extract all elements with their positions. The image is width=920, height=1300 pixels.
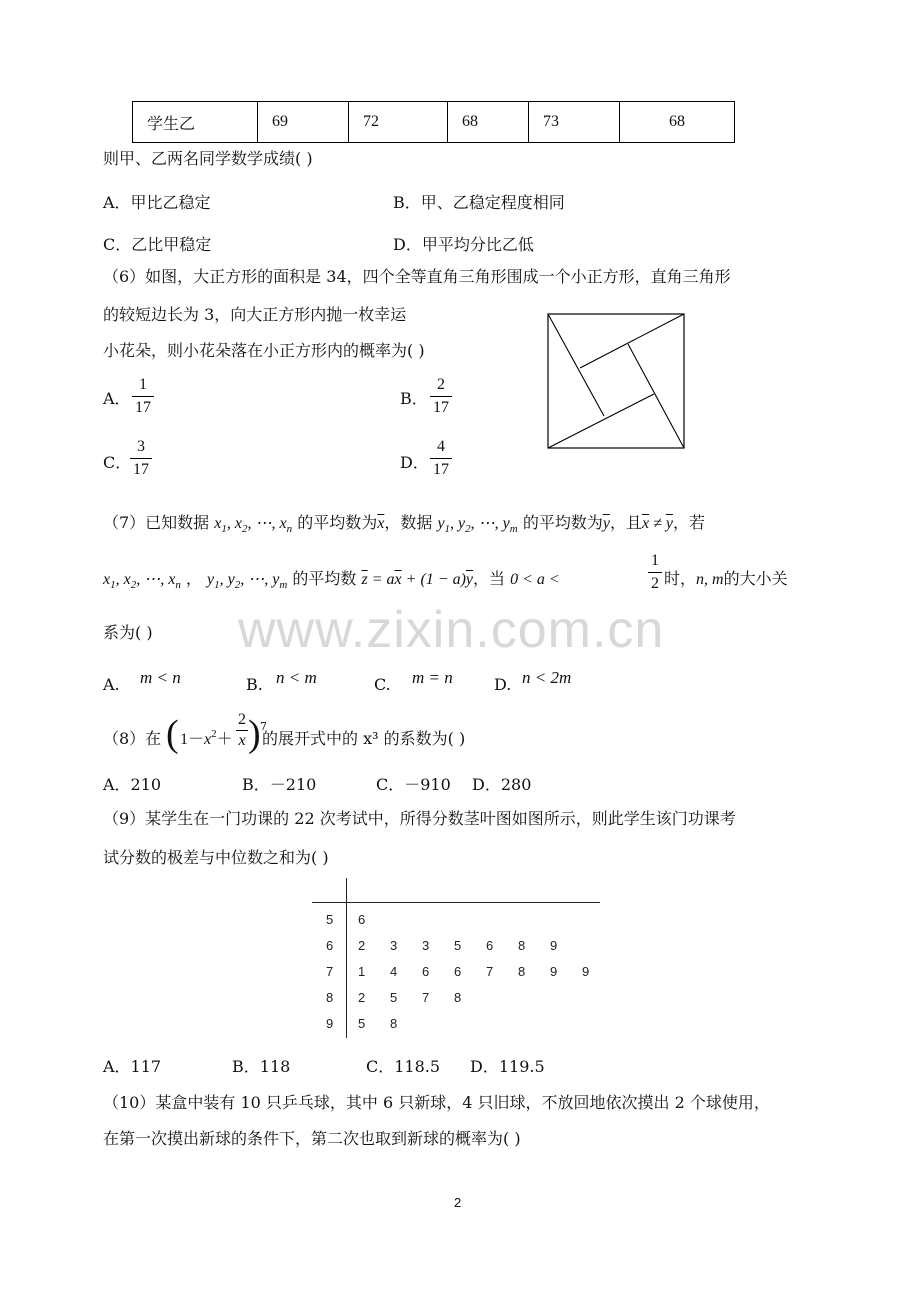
stem-leaf-row [312,964,602,984]
q7-line2-end: 时，n, m的大小关 [664,569,788,588]
q6-line1: （6）如图，大正方形的面积是 34，四个全等直角三角形围成一个小正方形，直角三角形 [103,267,731,286]
q6-option-d-fraction [430,436,452,481]
page-number: 2 [454,1195,462,1210]
q8-option-a: A．210 [103,775,162,794]
leaf-value: 8 [454,990,462,1005]
q7-option-b-label: B. [246,675,263,694]
q9-option-d: D．119.5 [470,1057,545,1076]
stem-value: 9 [326,1016,334,1031]
leaf-value: 1 [358,964,366,979]
pinwheel-square-figure [546,312,688,450]
q7-line2: $x_1$, $x_2$, ⋯, $x_n$ ， $y_1$, $y_2$, ⋯, $y_m$ 的平均数 $\overline{z} = a\overline{x} + (1 - a)\overline{y}$，当 0 < a < [103,569,560,591]
q5-option-d: D．甲平均分比乙低 [393,235,534,254]
leaf-value: 9 [550,938,558,953]
table-cell: 72 [349,102,448,143]
q8-option-b: B．－210 [242,775,317,794]
leaf-value: 5 [390,990,398,1005]
q7-option-c-label: C. [374,675,391,694]
q9-line1: （9）某学生在一门功课的 22 次考试中，所得分数茎叶图如图所示，则此学生该门功课考 [103,809,736,828]
math-z-formula: $\overline{z} = a\overline{x} + (1 - a)\overline{y}$ [361,571,473,588]
q6-option-a-fraction [132,374,154,419]
q10-line1: （10）某盒中装有 10 只乒乓球，其中 6 只新球，4 只旧球，不放回地依次摸出 2 个球使用， [103,1093,770,1112]
stem-value: 5 [326,912,334,927]
stem-leaf-row [312,1016,602,1036]
score-table [132,101,735,143]
fraction-numerator: 4 [437,438,445,455]
q7-option-d-label: D. [494,675,512,694]
leaf-value: 5 [454,938,462,953]
q9-line2: 试分数的极差与中位数之和为( ) [103,848,329,867]
q5-option-c: C．乙比甲稳定 [103,235,212,254]
math-inequality: $\overline{x} \ne \overline{y}$ [641,515,673,532]
q8-option-d: D．280 [472,775,532,794]
leaf-value: 6 [454,964,462,979]
q6-option-b-label: B． [400,389,428,408]
q6-option-a-label: A． [103,389,131,408]
fraction-numerator: 2 [437,376,445,393]
q9-option-a: A．117 [103,1057,162,1076]
stem-leaf-row [312,938,602,958]
math-n-m: n, m [696,571,724,588]
q5-option-b: B．甲、乙稳定程度相同 [393,193,565,212]
leaf-value: 6 [358,912,366,927]
math-y-bar: $\overline{y}$ [602,515,610,532]
leaf-value: 6 [422,964,430,979]
watermark: www.zixin.com.cn [238,601,665,659]
math-x-bar: $\overline{x}$ [377,515,385,532]
math-a-range: 0 < a < [510,571,560,588]
leaf-value: 2 [358,990,366,1005]
table-cell: 69 [258,102,349,143]
q10-line2: 在第一次摸出新球的条件下，第二次也取到新球的概率为( ) [103,1129,521,1148]
fraction-denominator: 17 [433,461,449,478]
leaf-value: 5 [358,1016,366,1031]
q7-line1: （7）已知数据 $x_1$, $x_2$, ⋯, $x_n$ 的平均数为$\overline{x}$，数据 $y_1$, $y_2$, ⋯, $y_m$ 的平均数为$\overline{y}$，且$\overline{x} \ne \overline{y}$，若 [103,513,705,535]
table-cell: 68 [620,102,735,143]
stem-value: 8 [326,990,334,1005]
leaf-value: 3 [390,938,398,953]
leaf-value: 7 [422,990,430,1005]
leaf-value: 3 [422,938,430,953]
table-row [133,102,735,143]
q9-option-c: C．118.5 [366,1057,441,1076]
leaf-value: 8 [390,1016,398,1031]
stem-value: 6 [326,938,334,953]
fraction-denominator: 17 [135,399,151,416]
math-x-sequence: $x_1$, $x_2$, ⋯, $x_n$ [103,571,181,591]
fraction-denominator: 17 [433,399,449,416]
leaf-value: 7 [486,964,494,979]
stem-leaf-row [312,990,602,1010]
q6-line3: 小花朵，则小花朵落在小正方形内的概率为( ) [103,341,425,360]
q7-option-c: m = n [412,668,453,687]
q7-option-a-label: A. [103,675,120,694]
q8-prefix: （8）在 [103,729,162,748]
math-y-sequence: $y_1$, $y_2$, ⋯, $y_m$ [207,571,288,591]
stem-value: 7 [326,964,334,979]
stem-leaf-plot [312,878,602,1038]
math-half-fraction: 1 2 [648,550,662,595]
q6-option-b-fraction [430,374,452,419]
leaf-value: 9 [582,964,590,979]
fraction-numerator: 3 [137,438,145,455]
leaf-value: 9 [550,964,558,979]
q7-option-a: m < n [140,668,181,687]
q5-option-a: A．甲比乙稳定 [103,193,211,212]
q8-option-c: C．－910 [376,775,451,794]
leaf-value: 8 [518,964,526,979]
q8-suffix: 的展开式中的 x³ 的系数为( ) [262,729,466,748]
table-cell: 学生乙 [133,102,258,143]
math-y-sequence: $y_1$, $y_2$, ⋯, $y_m$ [437,515,518,535]
q6-option-c-label: C． [103,453,132,472]
q7-option-b: n < m [276,668,317,687]
q6-line2: 的较短边长为 3，向大正方形内抛一枚幸运 [103,305,407,324]
math-x-sequence: $x_1$, $x_2$, ⋯, $x_n$ [214,515,293,535]
fraction-denominator: 17 [133,461,149,478]
stem-leaf-row [312,912,602,932]
q6-option-c-fraction [130,436,152,481]
leaf-value: 2 [358,938,366,953]
leaf-value: 6 [486,938,494,953]
leaf-value: 8 [518,938,526,953]
table-cell: 73 [529,102,620,143]
q5-stem: 则甲、乙两名同学数学成绩( ) [103,149,313,168]
q9-option-b: B．118 [232,1057,291,1076]
leaf-value: 4 [390,964,398,979]
fraction-numerator: 1 [139,376,147,393]
table-cell: 68 [448,102,529,143]
q7-line3: 系为( ) [103,623,153,642]
q6-option-d-label: D． [400,453,429,472]
q7-option-d: n < 2m [522,668,572,687]
